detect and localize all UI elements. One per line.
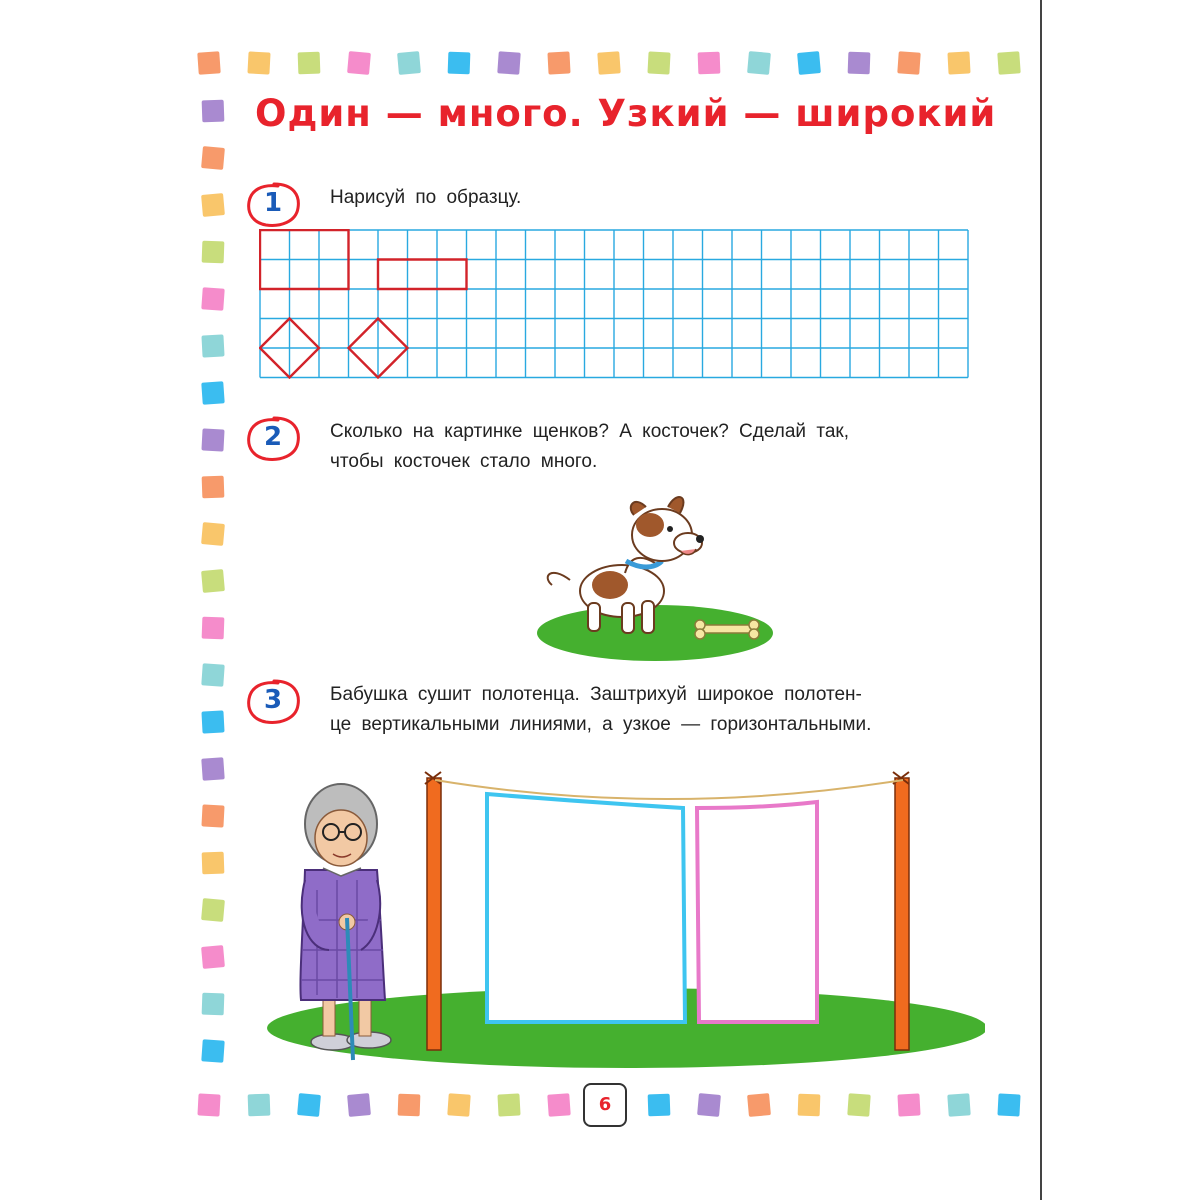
wide-towel bbox=[487, 794, 685, 1022]
decorative-square bbox=[201, 428, 224, 451]
puppy-nose bbox=[696, 535, 704, 543]
decorative-square bbox=[202, 993, 225, 1016]
decorative-square bbox=[698, 52, 721, 75]
decorative-square bbox=[201, 945, 225, 969]
decorative-square bbox=[448, 52, 471, 75]
decorative-square bbox=[497, 51, 520, 74]
grid-canvas bbox=[259, 229, 969, 379]
decorative-square bbox=[997, 51, 1020, 74]
task-2-number-badge bbox=[244, 414, 304, 464]
decorative-square bbox=[201, 898, 225, 922]
decorative-square bbox=[201, 1039, 224, 1062]
decorative-square bbox=[798, 1094, 821, 1117]
task-2-line-2: чтобы косточек стало много. bbox=[330, 451, 598, 472]
puppy-eye bbox=[667, 526, 673, 532]
decorative-square bbox=[597, 51, 620, 74]
task-1-instruction: Нарисуй по образцу. bbox=[330, 187, 522, 208]
decorative-square bbox=[848, 52, 871, 75]
task-2-number: 2 bbox=[263, 422, 283, 452]
puppy-tail bbox=[548, 573, 570, 585]
decorative-square bbox=[997, 1093, 1020, 1116]
decorative-square bbox=[547, 1093, 570, 1116]
decorative-square bbox=[197, 51, 220, 74]
decorative-square bbox=[947, 51, 970, 74]
decorative-square bbox=[347, 1093, 371, 1117]
puppy-hind-leg bbox=[588, 603, 600, 631]
page-edge-line bbox=[1040, 0, 1042, 1200]
puppy-ear-left bbox=[631, 502, 646, 515]
decorative-square bbox=[201, 193, 225, 217]
narrow-towel bbox=[697, 802, 817, 1022]
page-title: Один — много. Узкий — широкий bbox=[255, 92, 997, 135]
decorative-square bbox=[197, 1093, 220, 1116]
task-3-instruction bbox=[330, 680, 871, 740]
drawing-grid[interactable] bbox=[259, 229, 969, 383]
task-1-number-badge bbox=[244, 180, 304, 230]
decorative-square bbox=[648, 1094, 671, 1117]
puppy-spot bbox=[592, 571, 628, 599]
decorative-square bbox=[201, 663, 224, 686]
decorative-square bbox=[201, 334, 224, 357]
decorative-square bbox=[201, 522, 225, 546]
task-2-line-1: Сколько на картинке щенков? А косточек? Сделай так, bbox=[330, 421, 849, 442]
decorative-square bbox=[201, 146, 225, 170]
decorative-square bbox=[201, 757, 224, 780]
decorative-square bbox=[201, 710, 224, 733]
decorative-square bbox=[202, 476, 225, 499]
sample-rectangle bbox=[378, 260, 467, 290]
puppy-front-leg-1 bbox=[622, 603, 634, 633]
decorative-square bbox=[202, 852, 225, 875]
decorative-square bbox=[398, 1094, 421, 1117]
left-post bbox=[427, 778, 441, 1050]
decorative-square bbox=[497, 1093, 520, 1116]
decorative-square bbox=[547, 51, 570, 74]
decorative-square bbox=[247, 51, 270, 74]
decorative-square bbox=[897, 1093, 920, 1116]
puppy-illustration bbox=[530, 485, 780, 665]
decorative-square bbox=[697, 1093, 721, 1117]
decorative-square bbox=[201, 804, 224, 827]
decorative-square bbox=[947, 1093, 970, 1116]
decorative-square bbox=[647, 51, 670, 74]
task-2-instruction bbox=[330, 417, 849, 477]
page-number-box bbox=[583, 1083, 627, 1127]
decorative-square bbox=[447, 1093, 470, 1116]
page-number: 6 bbox=[598, 1094, 612, 1115]
decorative-square bbox=[201, 287, 224, 310]
task-3-number: 3 bbox=[263, 685, 283, 715]
decorative-square bbox=[201, 381, 224, 404]
decorative-square bbox=[347, 51, 371, 75]
task-3-line-1: Бабушка сушит полотенца. Заштрихуй широкое полотен- bbox=[330, 684, 862, 705]
task-1-number: 1 bbox=[263, 188, 283, 218]
decorative-square bbox=[397, 51, 421, 75]
puppy-front-leg-2 bbox=[642, 601, 654, 633]
decorative-square bbox=[298, 52, 321, 75]
decorative-square bbox=[797, 51, 821, 75]
decorative-square bbox=[201, 569, 225, 593]
decorative-square bbox=[297, 1093, 321, 1117]
decorative-square bbox=[847, 1093, 870, 1116]
task-3-line-2: це вертикальными линиями, а узкое — горизонтальными. bbox=[330, 714, 872, 735]
decorative-square bbox=[248, 1094, 271, 1117]
decorative-square bbox=[747, 51, 771, 75]
decorative-square bbox=[897, 51, 920, 74]
decorative-square bbox=[202, 617, 225, 640]
right-post bbox=[895, 778, 909, 1050]
decorative-square bbox=[202, 100, 225, 123]
task-3-number-badge bbox=[244, 677, 304, 727]
clothesline-scene bbox=[265, 750, 985, 1070]
decorative-square bbox=[202, 241, 225, 264]
decorative-square bbox=[747, 1093, 771, 1117]
